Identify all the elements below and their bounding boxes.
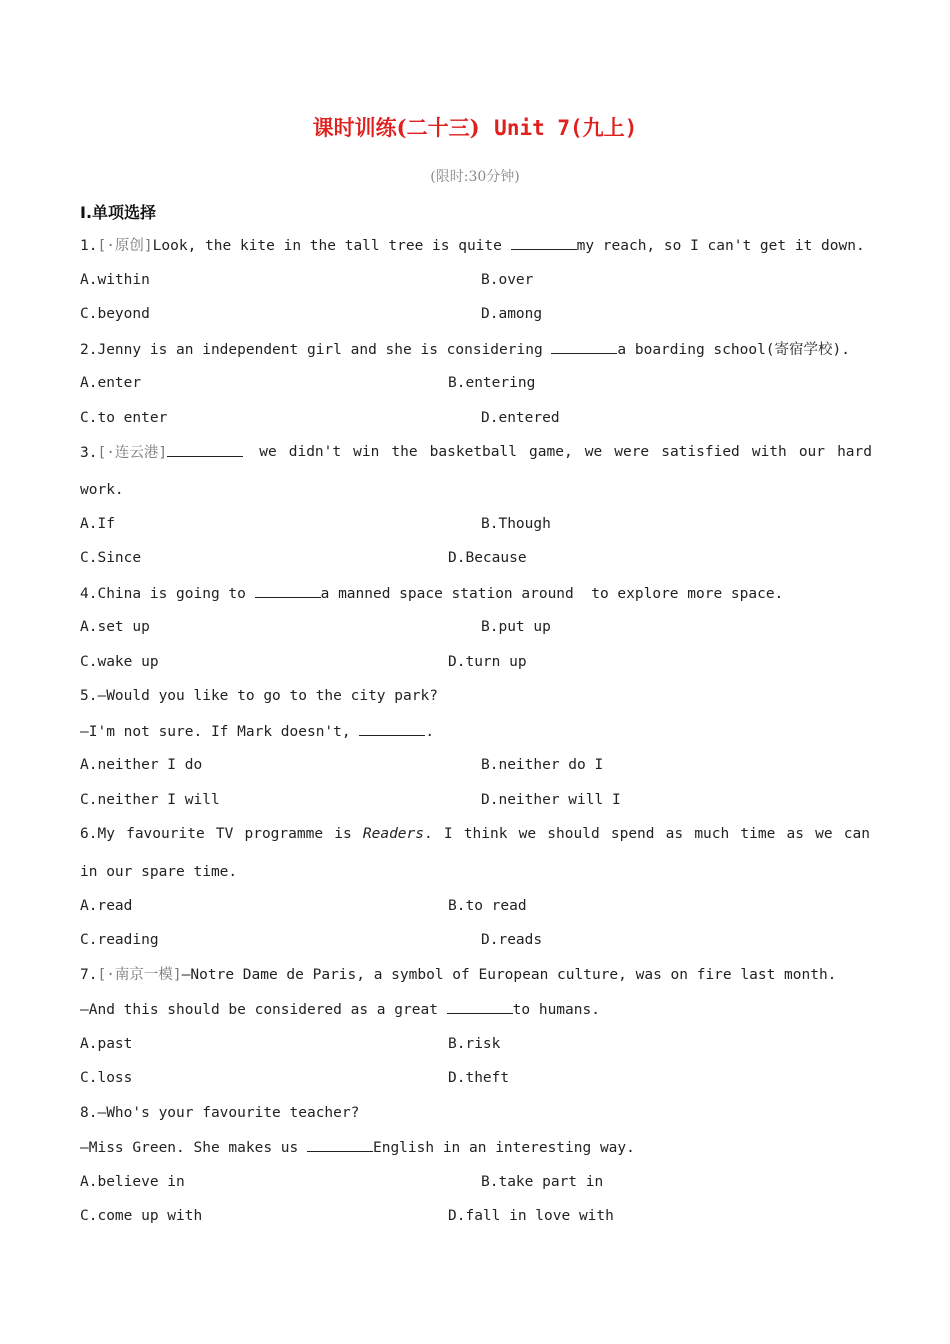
- option-a[interactable]: A.past: [80, 1036, 133, 1052]
- question-source-tag: [·南京一模]: [97, 967, 182, 983]
- question-4: 4.China is going to a manned space station around to explore more space.: [80, 583, 783, 604]
- title-chinese: 课时训练(二十三): [312, 115, 480, 140]
- question-3-continued: work.: [80, 482, 124, 498]
- question-source-tag: [·连云港]: [97, 445, 168, 461]
- option-d[interactable]: D.entered: [481, 410, 560, 426]
- question-8-reply: —Miss Green. She makes us English in an interesting way.: [80, 1137, 635, 1158]
- option-d[interactable]: D.neither will I: [481, 792, 621, 808]
- question-6: 6.My favourite TV programme is Readers. I think we should spend as much time as we can: [80, 826, 871, 842]
- answer-blank[interactable]: [307, 1137, 373, 1152]
- option-b[interactable]: B.Though: [481, 516, 551, 532]
- answer-blank[interactable]: [255, 583, 321, 598]
- option-a[interactable]: A.neither I do: [80, 757, 203, 773]
- option-c[interactable]: C.wake up: [80, 654, 159, 670]
- answer-blank[interactable]: [511, 235, 577, 250]
- question-8: 8.—Who's your favourite teacher?: [80, 1105, 360, 1121]
- answer-blank[interactable]: [447, 999, 513, 1014]
- option-a[interactable]: A.believe in: [80, 1174, 185, 1190]
- option-c[interactable]: C.beyond: [80, 306, 150, 322]
- option-d[interactable]: D.Because: [448, 550, 527, 566]
- question-1: 1.[·原创]Look, the kite in the tall tree is quite my reach, so I can't get it down.: [80, 235, 865, 256]
- option-b[interactable]: B.over: [481, 272, 534, 288]
- answer-blank[interactable]: [551, 339, 617, 354]
- option-b[interactable]: B.put up: [481, 619, 551, 635]
- option-c[interactable]: C.to enter: [80, 410, 168, 426]
- page-title: [0, 112, 950, 142]
- option-c[interactable]: C.reading: [80, 932, 159, 948]
- option-a[interactable]: A.If: [80, 516, 115, 532]
- option-a[interactable]: A.enter: [80, 375, 142, 391]
- option-b[interactable]: B.to read: [448, 898, 527, 914]
- question-7-reply: —And this should be considered as a great to humans.: [80, 999, 600, 1020]
- option-b[interactable]: B.entering: [448, 375, 536, 391]
- question-5-reply: —I'm not sure. If Mark doesn't, .: [80, 721, 434, 742]
- option-d[interactable]: D.theft: [448, 1070, 510, 1086]
- time-limit: (限时:30分钟): [430, 169, 520, 185]
- title-unit: Unit 7(九上): [494, 116, 638, 140]
- option-c[interactable]: C.loss: [80, 1070, 133, 1086]
- option-c[interactable]: C.Since: [80, 550, 142, 566]
- question-6-continued: in our spare time.: [80, 864, 238, 880]
- option-c[interactable]: C.come up with: [80, 1208, 203, 1224]
- programme-name: Readers: [362, 826, 424, 842]
- option-b[interactable]: B.take part in: [481, 1174, 604, 1190]
- option-d[interactable]: D.among: [481, 306, 543, 322]
- section-heading: Ⅰ.单项选择: [80, 203, 157, 222]
- answer-blank[interactable]: [359, 721, 425, 736]
- option-b[interactable]: B.risk: [448, 1036, 501, 1052]
- question-7: 7.[·南京一模]—Notre Dame de Paris, a symbol of European culture, was on fire last month.: [80, 967, 837, 983]
- question-5: 5.—Would you like to go to the city park?: [80, 688, 438, 704]
- question-source-tag: [·原创]: [97, 238, 153, 254]
- option-d[interactable]: D.reads: [481, 932, 543, 948]
- question-3: 3.[·连云港] we didn't win the basketball game, we were satisfied with our hard: [80, 444, 872, 461]
- answer-blank[interactable]: [167, 442, 243, 457]
- option-a[interactable]: A.within: [80, 272, 150, 288]
- option-d[interactable]: D.fall in love with: [448, 1208, 614, 1224]
- option-a[interactable]: A.read: [80, 898, 133, 914]
- option-d[interactable]: D.turn up: [448, 654, 527, 670]
- option-b[interactable]: B.neither do I: [481, 757, 604, 773]
- option-c[interactable]: C.neither I will: [80, 792, 220, 808]
- option-a[interactable]: A.set up: [80, 619, 150, 635]
- question-2: 2.Jenny is an independent girl and she is considering a boarding school(寄宿学校).: [80, 339, 850, 360]
